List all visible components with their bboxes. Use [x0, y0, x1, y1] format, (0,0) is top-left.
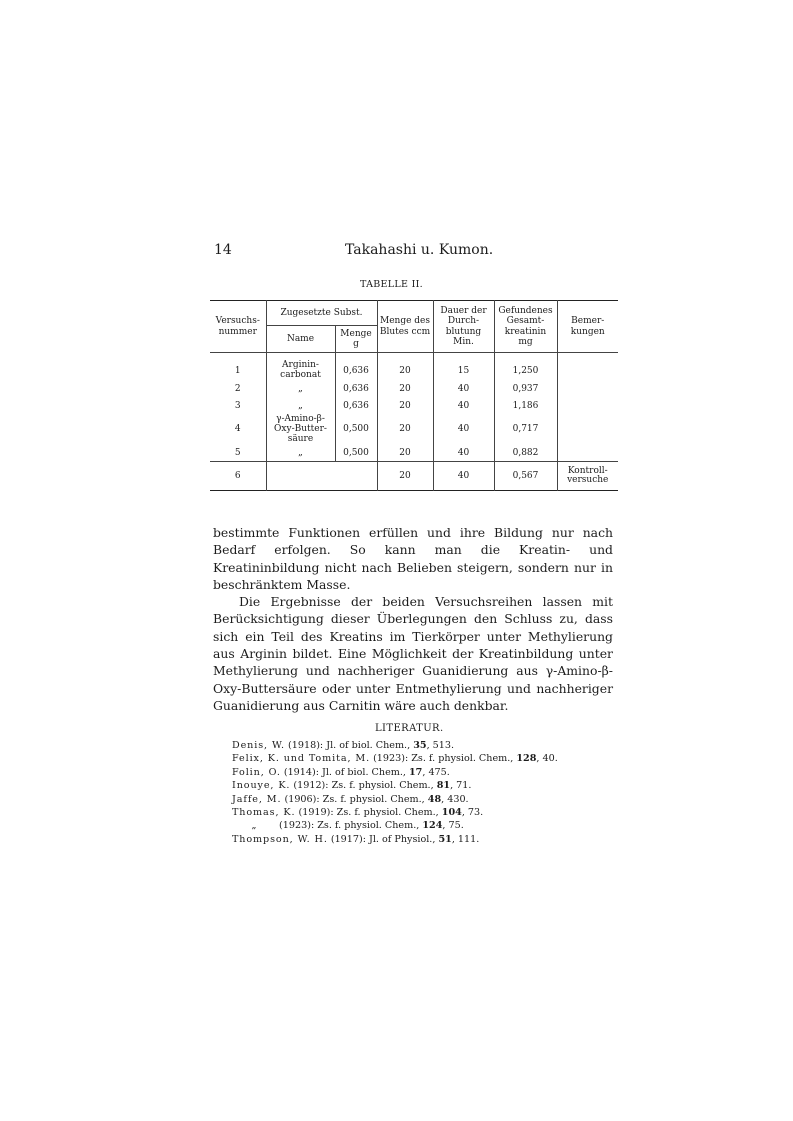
cell-bemerkung: [557, 398, 618, 415]
reference-page: , 111.: [451, 833, 480, 845]
cell-kreatinin: 0,882: [494, 444, 557, 462]
cell-menge: 0,636: [335, 398, 377, 415]
header-bemerkungen: Bemer-kungen: [557, 301, 618, 353]
cell-blut: 20: [377, 398, 433, 415]
cell-substance: „: [266, 381, 335, 398]
literature-heading: LITERATUR.: [375, 723, 444, 734]
header-dauer: Dauer der Durch-blutung Min.: [433, 301, 494, 353]
reference-page: , 75.: [442, 820, 464, 832]
cell-kreatinin: 0,937: [494, 381, 557, 398]
reference-item: [232, 779, 558, 792]
reference-item: [232, 752, 558, 765]
reference-page: , 513.: [426, 740, 455, 751]
reference-page: , 475.: [422, 766, 450, 778]
reference-item: [232, 833, 558, 846]
cell-menge: 0,636: [335, 381, 377, 398]
table-row: [210, 398, 618, 415]
cell-menge: 0,500: [335, 415, 377, 445]
table-row: [210, 462, 618, 491]
reference-author: Denis, W.: [232, 740, 285, 751]
table-row: [210, 415, 618, 445]
cell-dauer: 40: [433, 381, 494, 398]
running-head: Takahashi u. Kumon.: [345, 242, 494, 258]
cell-substance: [266, 462, 377, 491]
reference-volume: 48: [427, 793, 442, 805]
cell-kreatinin: 1,250: [494, 361, 557, 381]
header-gesamtkreatinin: Gefundenes Gesamt-kreatinin mg: [494, 301, 557, 353]
cell-substance: Arginin-carbonat: [266, 361, 335, 381]
body-text: [213, 524, 613, 714]
cell-menge: 0,636: [335, 361, 377, 381]
reference-item: [232, 739, 558, 752]
reference-author: Jaffe, M.: [232, 793, 282, 805]
cell-blut: 20: [377, 361, 433, 381]
reference-volume: 35: [413, 740, 427, 751]
reference-source: (1923): Zs. f. physiol. Chem.,: [370, 753, 517, 765]
cell-bemerkung: [557, 444, 618, 462]
paragraph-2: Die Ergebnisse der beiden Versuchsreihen lassen mit Berücksichtigung dieser Überlegungen den Schluss zu, dass sich ein Teil des Kreatins im Tierkörper unter Methylierung aus Arginin bildet. Eine Möglichkeit der Kreatinbildung unter Methylierung und nachheriger Guanidierung aus γ-Amino-β-Oxy-Buttersäure oder unter Entmethylierung und nachheriger Guanidierung aus Carnitin wäre auch denkbar.: [213, 594, 613, 713]
cell-nr: 1: [210, 361, 266, 381]
cell-substance: γ-Amino-β-Oxy-Butter-säure: [266, 415, 335, 445]
reference-item: [232, 793, 558, 806]
cell-bemerkung: Kontroll-versuche: [557, 462, 618, 491]
cell-nr: 2: [210, 381, 266, 398]
header-name: Name: [266, 326, 335, 353]
reference-volume: 51: [438, 833, 452, 845]
cell-substance: „: [266, 444, 335, 462]
table-spacer: [210, 353, 618, 362]
reference-source: (1912): Zs. f. physiol. Chem.,: [290, 780, 437, 792]
cell-blut: 20: [377, 444, 433, 462]
literature-list: [232, 739, 558, 846]
reference-page: , 71.: [450, 780, 472, 792]
reference-source: (1917): Jl. of Physiol.,: [327, 833, 439, 845]
reference-volume: 124: [422, 820, 443, 832]
cell-dauer: 40: [433, 415, 494, 445]
reference-source: (1923): Zs. f. physiol. Chem.,: [276, 820, 423, 832]
results-table: [210, 300, 618, 491]
cell-nr: 4: [210, 415, 266, 445]
table-row: [210, 444, 618, 462]
cell-blut: 20: [377, 415, 433, 445]
reference-source: (1918): Jl. of biol. Chem.,: [284, 740, 414, 751]
cell-nr: 5: [210, 444, 266, 462]
reference-item: [232, 806, 558, 819]
reference-volume: 81: [436, 780, 451, 792]
reference-page: , 430.: [441, 793, 469, 805]
header-menge-g: Menge g: [335, 326, 377, 353]
reference-item: [232, 766, 558, 779]
table-row: [210, 361, 618, 381]
reference-source: (1906): Zs. f. physiol. Chem.,: [281, 793, 428, 805]
cell-dauer: 40: [433, 444, 494, 462]
table-row: [210, 381, 618, 398]
reference-author: Thomas, K.: [232, 807, 296, 819]
header-menge-blutes: Menge des Blutes ccm: [377, 301, 433, 353]
table-title: TABELLE II.: [360, 279, 423, 290]
cell-substance: „: [266, 398, 335, 415]
paragraph-1: bestimmte Funktionen erfüllen und ihre Bildung nur nach Bedarf erfolgen. So kann man die Kreatin- und Kreatininbildung nicht nach Belieben steigern, sondern nur in beschränktem Masse.: [213, 525, 613, 592]
reference-ditto-mark: „: [251, 820, 257, 832]
cell-dauer: 15: [433, 361, 494, 381]
reference-volume: 17: [409, 766, 423, 778]
reference-page: , 73.: [461, 807, 484, 819]
cell-blut: 20: [377, 462, 433, 491]
cell-blut: 20: [377, 381, 433, 398]
header-zugesetzte-subst: Zugesetzte Subst.: [266, 301, 377, 326]
cell-nr: 3: [210, 398, 266, 415]
cell-menge: 0,500: [335, 444, 377, 462]
cell-bemerkung: [557, 415, 618, 445]
reference-source: (1914): Jl. of biol. Chem.,: [280, 766, 409, 778]
cell-kreatinin: 0,717: [494, 415, 557, 445]
header-versuchsnummer: Versuchs-nummer: [210, 301, 266, 353]
cell-bemerkung: [557, 361, 618, 381]
cell-bemerkung: [557, 381, 618, 398]
page-number: 14: [214, 242, 232, 258]
cell-dauer: 40: [433, 462, 494, 491]
reference-author: Inouye, K.: [232, 780, 291, 792]
reference-author: Thompson, W. H.: [232, 833, 328, 845]
reference-item: [232, 819, 558, 832]
cell-dauer: 40: [433, 398, 494, 415]
reference-source: (1919): Zs. f. physiol. Chem.,: [295, 807, 442, 819]
reference-volume: 104: [441, 807, 462, 819]
reference-author: Felix, K. und Tomita, M.: [232, 753, 371, 765]
reference-volume: 128: [516, 753, 537, 765]
reference-page: , 40.: [536, 753, 558, 765]
reference-author: Folin, O.: [232, 766, 281, 778]
cell-nr: 6: [210, 462, 266, 491]
cell-kreatinin: 0,567: [494, 462, 557, 491]
cell-kreatinin: 1,186: [494, 398, 557, 415]
